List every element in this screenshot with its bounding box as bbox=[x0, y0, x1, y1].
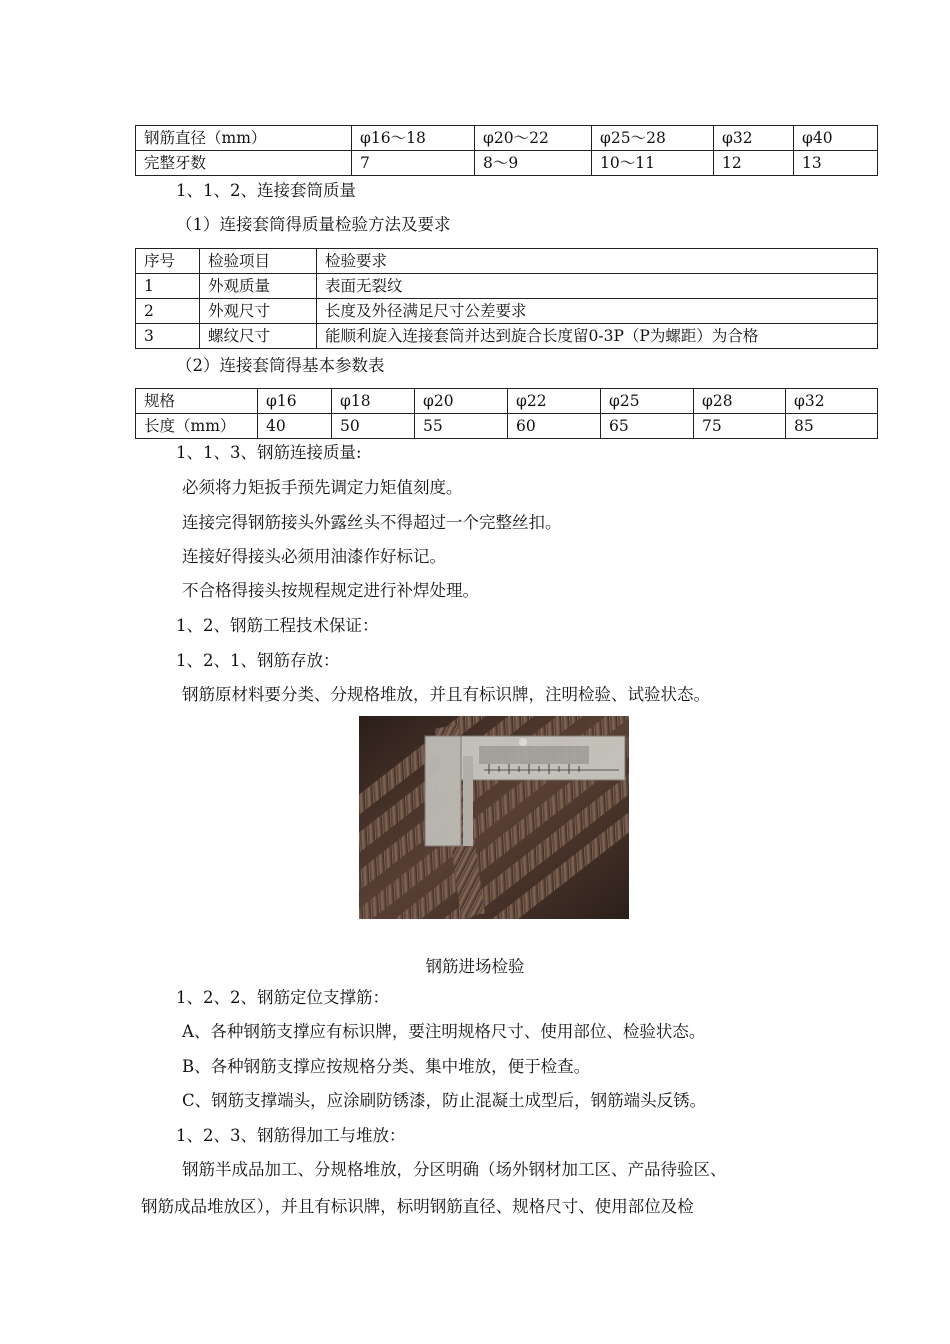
table-cell: φ40 bbox=[794, 126, 878, 151]
table-cell: φ32 bbox=[714, 126, 794, 151]
rebar-inspection-photo bbox=[359, 716, 629, 919]
paragraph: 不合格得接头按规程规定进行补焊处理。 bbox=[182, 581, 479, 600]
paragraph: 钢筋原材料要分类、分规格堆放，并且有标识牌，注明检验、试验状态。 bbox=[182, 685, 710, 704]
table-cell: 75 bbox=[694, 414, 786, 439]
subsection-heading: （2）连接套筒得基本参数表 bbox=[176, 356, 385, 375]
table-cell: 40 bbox=[258, 414, 332, 439]
table-cell: 能顺利旋入连接套筒并达到旋合长度留0-3P（P为螺距）为合格 bbox=[317, 324, 878, 349]
table-cell: φ28 bbox=[694, 389, 786, 414]
table-cell: φ16 bbox=[258, 389, 332, 414]
section-heading: 1、1、3、钢筋连接质量: bbox=[176, 443, 362, 462]
table-row bbox=[136, 299, 878, 324]
table-header-cell: 检验要求 bbox=[317, 249, 878, 274]
paragraph: B、各种钢筋支撑应按规格分类、集中堆放，便于检查。 bbox=[182, 1057, 591, 1076]
table-cell: φ16～18 bbox=[352, 126, 475, 151]
subsection-heading: （1）连接套筒得质量检验方法及要求 bbox=[176, 215, 451, 234]
table-cell: 3 bbox=[136, 324, 200, 349]
paragraph: 必须将力矩扳手预先调定力矩值刻度。 bbox=[182, 478, 463, 497]
table-cell: φ22 bbox=[508, 389, 601, 414]
table-cell: φ20 bbox=[415, 389, 508, 414]
table-cell: 65 bbox=[601, 414, 694, 439]
section-heading: 1、1、2、连接套筒质量 bbox=[176, 181, 356, 200]
table-cell: 外观质量 bbox=[200, 274, 317, 299]
table-cell: 螺纹尺寸 bbox=[200, 324, 317, 349]
paragraph: 钢筋成品堆放区），并且有标识牌，标明钢筋直径、规格尺寸、使用部位及检 bbox=[141, 1197, 694, 1216]
table-cell: 钢筋直径（mm） bbox=[136, 126, 352, 151]
table-row bbox=[136, 274, 878, 299]
table-cell: 85 bbox=[786, 414, 878, 439]
table-header-cell: 序号 bbox=[136, 249, 200, 274]
paragraph: 钢筋半成品加工、分规格堆放，分区明确（场外钢材加工区、产品待验区、 bbox=[182, 1160, 727, 1179]
section-heading: 1、2、钢筋工程技术保证： bbox=[176, 616, 379, 635]
table-row bbox=[136, 389, 878, 414]
table-cell: 8～9 bbox=[475, 151, 592, 176]
table-cell: 完整牙数 bbox=[136, 151, 352, 176]
rebar-photo-drawing bbox=[359, 716, 629, 919]
paragraph: A、各种钢筋支撑应有标识牌，要注明规格尺寸、使用部位、检验状态。 bbox=[182, 1022, 706, 1041]
table-cell: 7 bbox=[352, 151, 475, 176]
photo-caption: 钢筋进场检验 bbox=[425, 957, 525, 976]
table-cell: 规格 bbox=[136, 389, 258, 414]
table-row bbox=[136, 151, 878, 176]
table-cell: 2 bbox=[136, 299, 200, 324]
table-cell: 长度及外径满足尺寸公差要求 bbox=[317, 299, 878, 324]
table-cell: φ32 bbox=[786, 389, 878, 414]
table-cell: φ20～22 bbox=[475, 126, 592, 151]
table-row bbox=[136, 324, 878, 349]
section-heading: 1、2、1、钢筋存放： bbox=[176, 651, 340, 670]
sleeve-parameter-table bbox=[135, 388, 878, 439]
table-cell: 13 bbox=[794, 151, 878, 176]
table-cell: 1 bbox=[136, 274, 200, 299]
section-heading: 1、2、2、钢筋定位支撑筋： bbox=[176, 988, 389, 1007]
table-cell: φ25 bbox=[601, 389, 694, 414]
thread-count-table bbox=[135, 125, 878, 176]
table-cell: 表面无裂纹 bbox=[317, 274, 878, 299]
table-cell: 55 bbox=[415, 414, 508, 439]
table-cell: 外观尺寸 bbox=[200, 299, 317, 324]
table-cell: φ25～28 bbox=[592, 126, 714, 151]
paragraph: 连接完得钢筋接头外露丝头不得超过一个完整丝扣。 bbox=[182, 513, 562, 532]
inspection-table bbox=[135, 248, 878, 349]
table-header-cell: 检验项目 bbox=[200, 249, 317, 274]
table-cell: 10～11 bbox=[592, 151, 714, 176]
table-cell: 60 bbox=[508, 414, 601, 439]
table-row bbox=[136, 414, 878, 439]
table-cell: φ18 bbox=[332, 389, 415, 414]
table-row bbox=[136, 126, 878, 151]
paragraph: C、钢筋支撑端头，应涂刷防锈漆，防止混凝土成型后，钢筋端头反锈。 bbox=[182, 1091, 707, 1110]
table-cell: 12 bbox=[714, 151, 794, 176]
table-cell: 50 bbox=[332, 414, 415, 439]
section-heading: 1、2、3、钢筋得加工与堆放： bbox=[176, 1126, 406, 1145]
paragraph: 连接好得接头必须用油漆作好标记。 bbox=[182, 547, 446, 566]
table-cell: 长度（mm） bbox=[136, 414, 258, 439]
table-header-row bbox=[136, 249, 878, 274]
